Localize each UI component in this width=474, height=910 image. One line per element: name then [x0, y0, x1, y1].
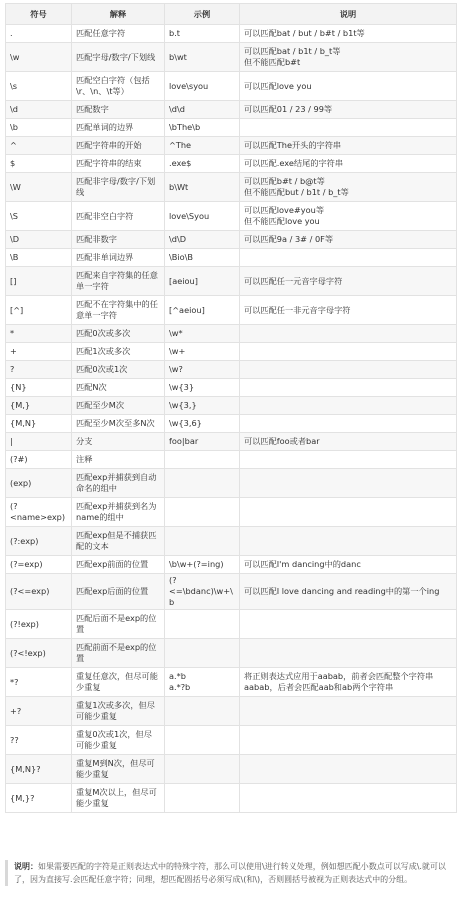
description-cell	[240, 361, 457, 379]
footnote	[5, 860, 456, 886]
table-row	[6, 296, 457, 325]
description-cell	[240, 784, 457, 813]
description-cell: 可以匹配I love dancing and reading中的第一个ing	[240, 574, 457, 610]
description-cell	[240, 498, 457, 527]
explanation-cell: 匹配字符串的开始	[72, 137, 165, 155]
symbol-cell: ^	[6, 137, 72, 155]
symbol-cell: (? <name>exp)	[6, 498, 72, 527]
example-cell	[165, 527, 240, 556]
symbol-cell: +?	[6, 697, 72, 726]
description-cell	[240, 610, 457, 639]
table-row	[6, 249, 457, 267]
footnote-text: 如果需要匹配的字符是正则表达式中的特殊字符，那么可以使用\进行转义处理，例如想匹配小数点可以写成\.就可以了，因为直接写.会匹配任意字符；同理，想匹配圆括号必须写成\(和\)，否则圆括号被视为正则表达式中的分组。	[14, 862, 446, 884]
explanation-cell: 注释	[72, 451, 165, 469]
symbol-cell: {M,}	[6, 397, 72, 415]
table-row	[6, 556, 457, 574]
example-cell	[165, 784, 240, 813]
explanation-cell: 重复任意次，但尽可能少重复	[72, 668, 165, 697]
example-cell	[165, 498, 240, 527]
description-cell: 可以匹配I'm dancing中的danc	[240, 556, 457, 574]
table-row	[6, 784, 457, 813]
explanation-cell: 匹配至少M次	[72, 397, 165, 415]
example-cell	[165, 451, 240, 469]
description-cell: 可以匹配The开头的字符串	[240, 137, 457, 155]
footnote-label: 说明：	[14, 862, 38, 871]
explanation-cell: 匹配数字	[72, 101, 165, 119]
symbol-cell: {M,}?	[6, 784, 72, 813]
description-cell	[240, 397, 457, 415]
symbol-cell: (?<!exp)	[6, 639, 72, 668]
explanation-cell: 匹配不在字符集中的任意单一字符	[72, 296, 165, 325]
table-row	[6, 498, 457, 527]
description-cell: 可以匹配bat / but / b#t / b1t等	[240, 25, 457, 43]
table-row	[6, 267, 457, 296]
table-row	[6, 101, 457, 119]
explanation-cell: 重复0次或1次，但尽可能少重复	[72, 726, 165, 755]
symbol-cell: \s	[6, 72, 72, 101]
explanation-cell: 匹配exp并捕获到名为name的组中	[72, 498, 165, 527]
example-cell: b.t	[165, 25, 240, 43]
table-row	[6, 25, 457, 43]
example-cell: b\Wt	[165, 173, 240, 202]
example-cell: love\Syou	[165, 202, 240, 231]
description-cell: 可以匹配b#t / b@t等 但不能匹配but / b1t / b_t等	[240, 173, 457, 202]
description-cell	[240, 639, 457, 668]
description-cell	[240, 249, 457, 267]
example-cell	[165, 697, 240, 726]
table-row	[6, 639, 457, 668]
header-explanation: 解释	[72, 4, 165, 25]
explanation-cell: 分支	[72, 433, 165, 451]
table-row	[6, 231, 457, 249]
explanation-cell: 匹配N次	[72, 379, 165, 397]
explanation-cell: 匹配0次或多次	[72, 325, 165, 343]
explanation-cell: 匹配后面不是exp的位置	[72, 610, 165, 639]
explanation-cell: 匹配任意字符	[72, 25, 165, 43]
explanation-cell: 重复1次或多次，但尽可能少重复	[72, 697, 165, 726]
symbol-cell: {M,N}	[6, 415, 72, 433]
example-cell: \w+	[165, 343, 240, 361]
example-cell: \w{3,6}	[165, 415, 240, 433]
table-row	[6, 119, 457, 137]
description-cell	[240, 726, 457, 755]
description-cell	[240, 379, 457, 397]
table-row	[6, 451, 457, 469]
description-cell	[240, 119, 457, 137]
table-row	[6, 574, 457, 610]
description-cell	[240, 527, 457, 556]
example-cell: [^aeiou]	[165, 296, 240, 325]
explanation-cell: 匹配非单词边界	[72, 249, 165, 267]
explanation-cell: 匹配exp后面的位置	[72, 574, 165, 610]
symbol-cell: |	[6, 433, 72, 451]
explanation-cell: 匹配至少M次至多N次	[72, 415, 165, 433]
explanation-cell: 匹配exp但是不捕获匹配的文本	[72, 527, 165, 556]
header-symbol: 符号	[6, 4, 72, 25]
explanation-cell: 重复M次以上，但尽可能少重复	[72, 784, 165, 813]
description-cell: 可以匹配.exe结尾的字符串	[240, 155, 457, 173]
table-row	[6, 379, 457, 397]
explanation-cell: 匹配非数字	[72, 231, 165, 249]
explanation-cell: 匹配空白字符（包括\r、\n、\t等）	[72, 72, 165, 101]
symbol-cell: (?#)	[6, 451, 72, 469]
symbol-cell: {M,N}?	[6, 755, 72, 784]
example-cell	[165, 610, 240, 639]
example-cell: \w{3}	[165, 379, 240, 397]
explanation-cell: 匹配非字母/数字/下划线	[72, 173, 165, 202]
table-row	[6, 697, 457, 726]
example-cell: \b\w+(?=ing)	[165, 556, 240, 574]
symbol-cell: \W	[6, 173, 72, 202]
symbol-cell: (?!exp)	[6, 610, 72, 639]
symbol-cell: \w	[6, 43, 72, 72]
table-row	[6, 415, 457, 433]
description-cell: 可以匹配任一元音字母字符	[240, 267, 457, 296]
example-cell	[165, 639, 240, 668]
description-cell: 可以匹配01 / 23 / 99等	[240, 101, 457, 119]
table-row	[6, 155, 457, 173]
header-description: 说明	[240, 4, 457, 25]
table-header-row	[6, 4, 457, 25]
table-row	[6, 325, 457, 343]
example-cell: \w{3,}	[165, 397, 240, 415]
example-cell: \bThe\b	[165, 119, 240, 137]
table-row	[6, 668, 457, 697]
description-cell	[240, 415, 457, 433]
example-cell	[165, 726, 240, 755]
table-row	[6, 72, 457, 101]
symbol-cell: $	[6, 155, 72, 173]
description-cell: 可以匹配bat / b1t / b_t等 但不能匹配b#t	[240, 43, 457, 72]
symbol-cell: .	[6, 25, 72, 43]
explanation-cell: 匹配单词的边界	[72, 119, 165, 137]
explanation-cell: 重复M到N次，但尽可能少重复	[72, 755, 165, 784]
regex-reference-table	[5, 3, 457, 813]
symbol-cell: +	[6, 343, 72, 361]
explanation-cell: 匹配exp前面的位置	[72, 556, 165, 574]
symbol-cell: *?	[6, 668, 72, 697]
symbol-cell: {N}	[6, 379, 72, 397]
example-cell: foo|bar	[165, 433, 240, 451]
symbol-cell: (exp)	[6, 469, 72, 498]
description-cell: 可以匹配foo或者bar	[240, 433, 457, 451]
description-cell	[240, 325, 457, 343]
description-cell	[240, 697, 457, 726]
table-row	[6, 610, 457, 639]
symbol-cell: \b	[6, 119, 72, 137]
table-row	[6, 397, 457, 415]
explanation-cell: 匹配0次或1次	[72, 361, 165, 379]
description-cell	[240, 451, 457, 469]
description-cell: 可以匹配love#you等 但不能匹配love you	[240, 202, 457, 231]
explanation-cell: 匹配非空白字符	[72, 202, 165, 231]
table-row	[6, 137, 457, 155]
description-cell	[240, 343, 457, 361]
table-row	[6, 202, 457, 231]
table-row	[6, 469, 457, 498]
table-row	[6, 527, 457, 556]
description-cell: 将正则表达式应用于aabab，前者会匹配整个字符串aabab，后者会匹配aab和ab两个字符串	[240, 668, 457, 697]
example-cell: \d\d	[165, 101, 240, 119]
table-row	[6, 433, 457, 451]
symbol-cell: *	[6, 325, 72, 343]
example-cell: \d\D	[165, 231, 240, 249]
example-cell	[165, 755, 240, 784]
example-cell: \w*	[165, 325, 240, 343]
symbol-cell: \d	[6, 101, 72, 119]
symbol-cell: (?<=exp)	[6, 574, 72, 610]
example-cell: love\syou	[165, 72, 240, 101]
example-cell: b\wt	[165, 43, 240, 72]
table-row	[6, 726, 457, 755]
description-cell: 可以匹配9a / 3# / 0F等	[240, 231, 457, 249]
symbol-cell: ?	[6, 361, 72, 379]
explanation-cell: 匹配字符串的结束	[72, 155, 165, 173]
example-cell: .exe$	[165, 155, 240, 173]
description-cell	[240, 469, 457, 498]
example-cell: ^The	[165, 137, 240, 155]
symbol-cell: ??	[6, 726, 72, 755]
symbol-cell: \S	[6, 202, 72, 231]
example-cell	[165, 469, 240, 498]
description-cell: 可以匹配love you	[240, 72, 457, 101]
example-cell: (?<=\bdanc)\w+\b	[165, 574, 240, 610]
symbol-cell: \B	[6, 249, 72, 267]
symbol-cell: []	[6, 267, 72, 296]
symbol-cell: [^]	[6, 296, 72, 325]
table-row	[6, 343, 457, 361]
table-row	[6, 361, 457, 379]
symbol-cell: (?:exp)	[6, 527, 72, 556]
header-example: 示例	[165, 4, 240, 25]
example-cell: a.*b a.*?b	[165, 668, 240, 697]
explanation-cell: 匹配前面不是exp的位置	[72, 639, 165, 668]
explanation-cell: 匹配字母/数字/下划线	[72, 43, 165, 72]
example-cell: \Bio\B	[165, 249, 240, 267]
explanation-cell: 匹配来自字符集的任意单一字符	[72, 267, 165, 296]
symbol-cell: (?=exp)	[6, 556, 72, 574]
example-cell: \w?	[165, 361, 240, 379]
table-body	[6, 25, 457, 813]
table-row	[6, 43, 457, 72]
explanation-cell: 匹配1次或多次	[72, 343, 165, 361]
explanation-cell: 匹配exp并捕获到自动命名的组中	[72, 469, 165, 498]
table-row	[6, 755, 457, 784]
symbol-cell: \D	[6, 231, 72, 249]
description-cell	[240, 755, 457, 784]
table-row	[6, 173, 457, 202]
description-cell: 可以匹配任一非元音字母字符	[240, 296, 457, 325]
example-cell: [aeiou]	[165, 267, 240, 296]
